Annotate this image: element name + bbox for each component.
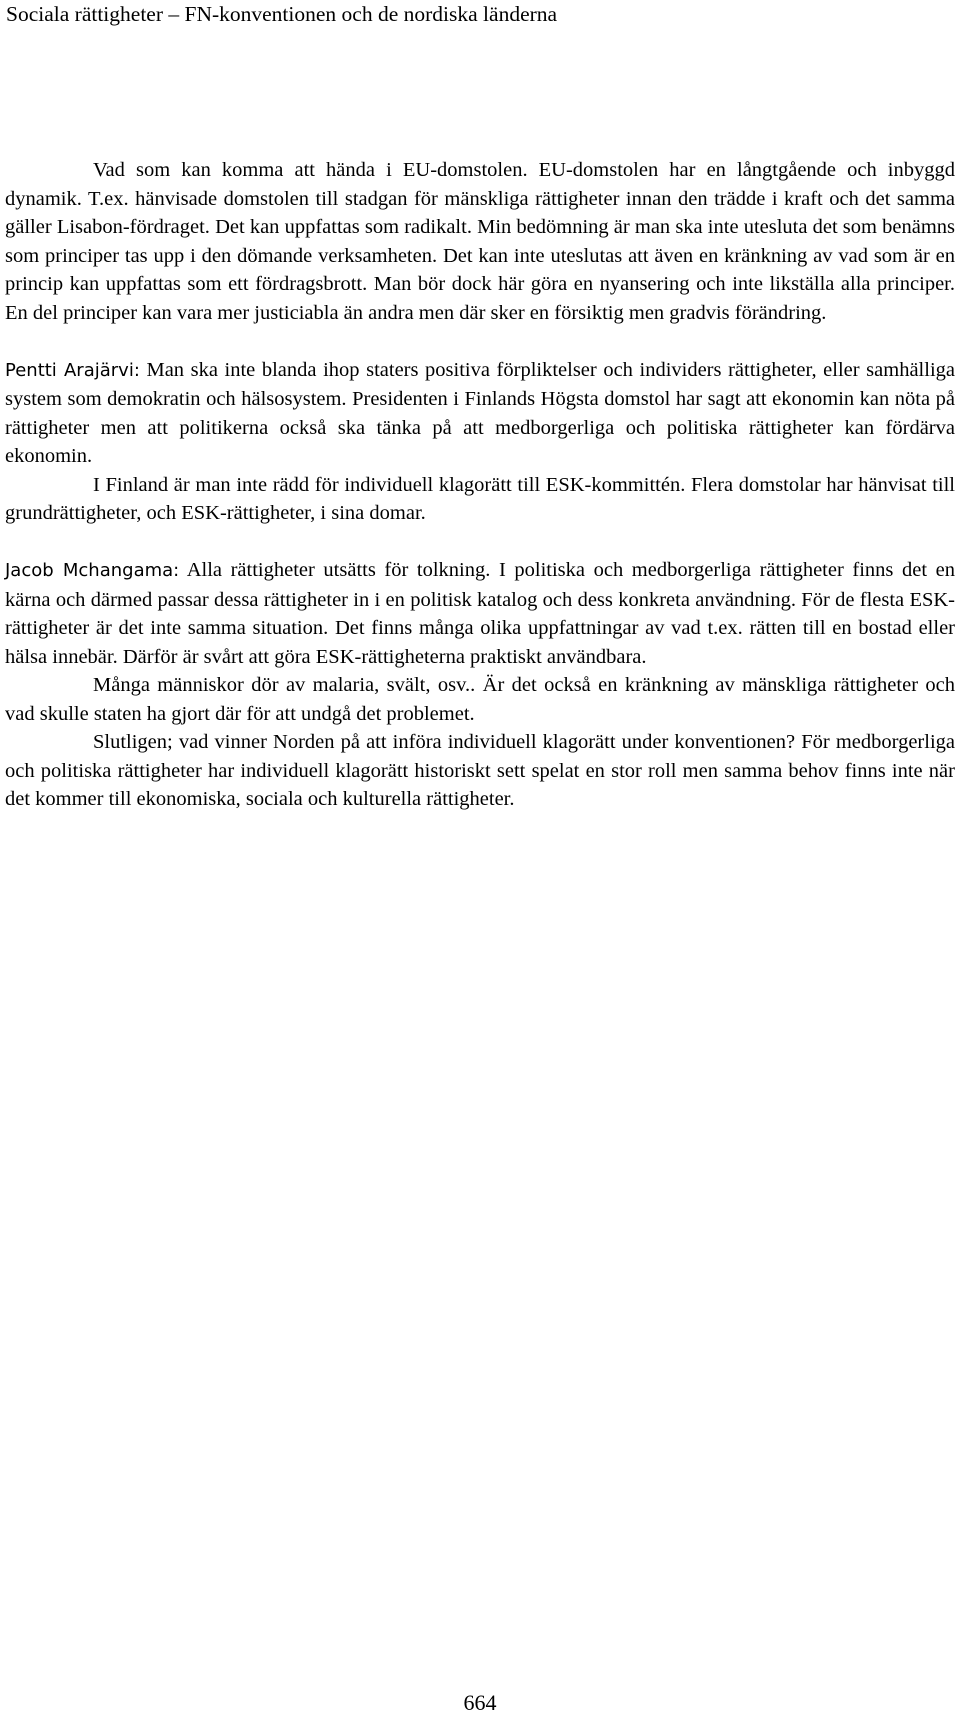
paragraph-eu-court (5, 156, 955, 327)
paragraph-text: Alla rättigheter utsätts för tolkning. I politiska och medborgerliga rättigheter finns det en kärna och därmed passar dessa rättigheter in i en politisk katalog och dess konkreta användning. För de flesta ESK-rättigheter är det inte samma situation. Det finns många olika uppfattningar av vad t.ex. rätten till en bostad eller hälsa innebär. Därför är svårt att göra ESK-rättigheterna praktiskt användbara. (5, 559, 955, 668)
paragraph-mchangama (5, 556, 955, 671)
paragraph-arajarvi (5, 356, 955, 471)
paragraph-nordic-complaints (5, 728, 955, 814)
paragraph-text: I Finland är man inte rädd för individuell klagorätt till ESK-kommittén. Flera domstolar har hänvisat till grundrättigheter, och ESK-rättigheter, i sina domar. (5, 473, 955, 524)
paragraph-malaria (5, 671, 955, 728)
body-text (5, 156, 955, 814)
paragraph-finland (5, 471, 955, 528)
running-header: Sociala rättigheter – FN-konventionen och de nordiska länderna (6, 2, 558, 26)
paragraph-text: Många människor dör av malaria, svält, osv.. Är det också en kränkning av mänskliga rättigheter och vad skulle staten ha gjort där för att undgå det problemet. (5, 674, 955, 725)
paragraph-text: Slutligen; vad vinner Norden på att införa individuell klagorätt under konventionen? För medborgerliga och politiska rättigheter har individuell klagorätt historiskt sett spelat en stor roll men samma behov finns inte när det kommer till ekonomiska, sociala och kulturella rättigheter. (5, 731, 955, 810)
paragraph-text: Man ska inte blanda ihop staters positiva förpliktelser och individers rättigheter, eller samhälliga system som demokratin och hälsosystem. Presidenten i Finlands Högsta domstol har sagt att ekonomin kan nöta på rättigheter men att politikerna också ska tänka på att medborgerliga och politiska rättigheter kan fördärva ekonomin. (5, 358, 955, 467)
speaker-name: Pentti Arajärvi: (5, 359, 140, 381)
page-number: 664 (463, 1690, 497, 1715)
speaker-name: Jacob Mchangama: (5, 560, 180, 581)
paragraph-text: Vad som kan komma att hända i EU-domstolen. EU-domstolen har en långtgående och inbyggd dynamik. T.ex. hänvisade domstolen till stadgan för mänskliga rättigheter innan den trädde i kraft och det samma gäller Lisabon-fördraget. Det kan uppfattas som radikalt. Min bedömning är man ska inte utesluta det som benämns som principer tas upp i den dömande verksamheten. Det kan inte uteslutas att även en kränkning av vad som är en princip kan uppfattas som ett fördragsbrott. Man bör dock här göra en nyansering och inte likställa alla principer. En del principer kan vara mer justiciabla än andra men där sker en försiktig men gradvis förändring. (5, 159, 955, 324)
